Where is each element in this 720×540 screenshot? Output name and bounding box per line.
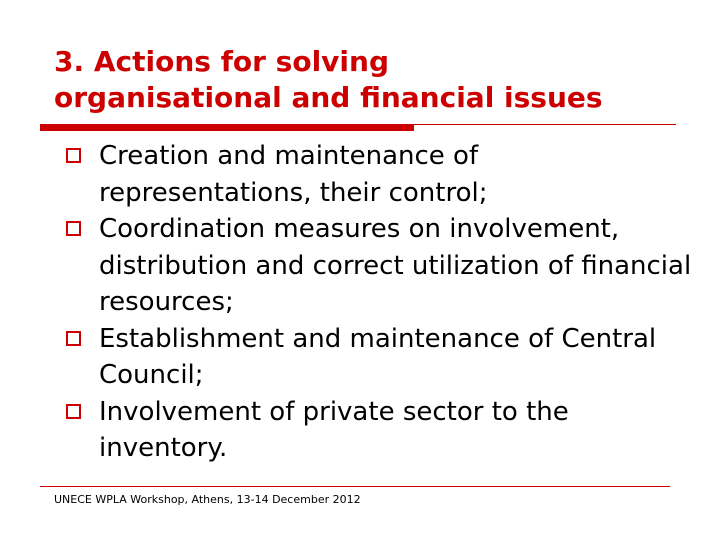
hollow-square-bullet-icon (66, 331, 81, 346)
bullet-item (66, 321, 696, 394)
bullet-item (66, 211, 696, 321)
bullet-text: Coordination measures on involvement, distribution and correct utilization of financial resources; (99, 214, 692, 317)
hollow-square-bullet-icon (66, 148, 81, 163)
slide-title (54, 44, 694, 116)
title-underline-thin (414, 124, 676, 125)
hollow-square-bullet-icon (66, 221, 81, 236)
slide-title-line-1: 3. Actions for solving (54, 45, 390, 78)
bullet-text: Involvement of private sector to the inventory. (99, 396, 569, 463)
footer-divider (40, 486, 670, 487)
title-underline-thick (40, 124, 414, 131)
bullet-item (66, 394, 696, 467)
bullet-list (66, 138, 696, 467)
bullet-text: Creation and maintenance of representations, their control; (99, 141, 488, 208)
hollow-square-bullet-icon (66, 404, 81, 419)
bullet-text: Establishment and maintenance of Central Council; (99, 323, 657, 390)
footer-text: UNECE WPLA Workshop, Athens, 13-14 December 2012 (54, 493, 361, 506)
bullet-item (66, 138, 696, 211)
slide-title-line-2: organisational and financial issues (54, 81, 603, 114)
